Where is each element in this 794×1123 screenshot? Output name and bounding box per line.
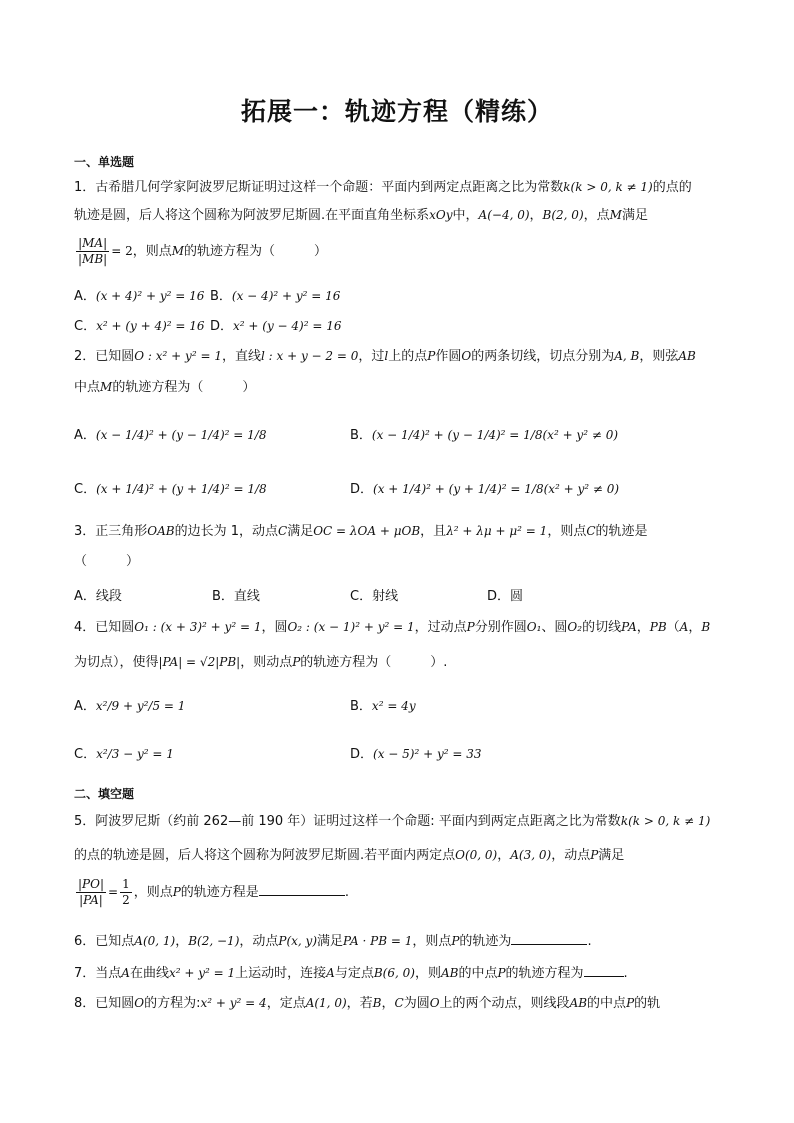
q2-line1: 2．已知圆O : x² + y² = 1，直线l : x + y − 2 = 0，过l上的点P作圆O的两条切线，切点分别为A, B，则弦AB <box>74 349 696 364</box>
q1-option-d[interactable]: D．x² + (y − 4)² = 16 <box>210 319 342 334</box>
q5-answer-blank[interactable] <box>259 881 345 896</box>
q2-option-a[interactable]: A．(x − 1/4)² + (y − 1/4)² = 1/8 <box>74 428 267 443</box>
q2-option-d[interactable]: D．(x + 1/4)² + (y + 1/4)² = 1/8(x² + y² ≠ 0) <box>350 482 620 497</box>
q2-option-c[interactable]: C．(x + 1/4)² + (y + 1/4)² = 1/8 <box>74 482 267 497</box>
q6-answer-blank[interactable] <box>511 930 587 945</box>
q4-option-b[interactable]: B．x² = 4y <box>350 699 416 714</box>
section-single-choice: 一、单选题 <box>74 155 135 169</box>
q7-line: 7．当点A在曲线x² + y² = 1上运动时，连接A与定点B(6, 0)，则AB的中点P的轨迹方程为 . <box>74 962 724 983</box>
q3-option-a[interactable]: A．线段 <box>74 589 122 604</box>
page-title: 拓展一：轨迹方程（精练） <box>240 97 553 126</box>
q2-option-b[interactable]: B．(x − 1/4)² + (y − 1/4)² = 1/8(x² + y² ≠ 0) <box>350 428 619 443</box>
q3-option-c[interactable]: C．射线 <box>350 589 399 604</box>
q5-line2: 的点的轨迹是圆，后人将这个圆称为阿波罗尼斯圆.若平面内两定点O(0, 0)，A(3, 0)，动点P满足 <box>74 848 625 863</box>
q5-fraction: $\frac{|PO|}{|PA|}$ <box>78 877 104 907</box>
q4-option-c[interactable]: C．x²/3 − y² = 1 <box>74 747 174 762</box>
q1-line1: 1．古希腊几何学家阿波罗尼斯证明过这样一个命题：平面内到两定点距离之比为常数k(k > 0, k ≠ 1)的点的 <box>74 180 692 195</box>
q1-fraction: $\frac{|MA|}{|MB|}$ <box>78 236 108 266</box>
q3-option-b[interactable]: B．直线 <box>212 589 260 604</box>
q1-option-b[interactable]: B．(x − 4)² + y² = 16 <box>210 289 341 304</box>
q1-line3: $\frac{|MA|}{|MB|}$ = 2，则点M的轨迹方程为（ ） <box>78 236 328 266</box>
q1-option-c[interactable]: C．x² + (y + 4)² = 16 <box>74 319 205 334</box>
q1-option-a[interactable]: A．(x + 4)² + y² = 16 <box>74 289 205 304</box>
q4-line1: 4．已知圆O₁ : (x + 3)² + y² = 1，圆O₂ : (x − 1)² + y² = 1，过动点P分别作圆O₁、圆O₂的切线PA，PB（A，B <box>74 620 711 635</box>
section-fill-blank: 二、填空题 <box>74 787 135 801</box>
q3-option-d[interactable]: D．圆 <box>487 589 524 604</box>
q3-line1: 3．正三角形OAB的边长为 1，动点C满足OC = λOA + μOB，且λ² + λμ + μ² = 1，则点C的轨迹是 <box>74 524 648 539</box>
q4-line2: 为切点），使得|PA| = √2|PB|，则动点P的轨迹方程为（ ）. <box>74 655 448 670</box>
q6-line: 6．已知点A(0, 1)，B(2, −1)，动点P(x, y)满足PA · PB = 1，则点P的轨迹为 . <box>74 930 724 951</box>
q4-option-d[interactable]: D．(x − 5)² + y² = 33 <box>350 747 482 762</box>
q5-line3: $\frac{|PO|}{|PA|}$ = $\frac{1}{2}$ ，则点P的轨迹方程是 . <box>78 877 349 907</box>
q7-answer-blank[interactable] <box>584 962 624 977</box>
q3-line2: （ ） <box>74 554 140 569</box>
q5-fraction-half: $\frac{1}{2}$ <box>122 877 130 907</box>
q4-option-a[interactable]: A．x²/9 + y²/5 = 1 <box>74 699 186 714</box>
q5-line1: 5．阿波罗尼斯（约前 262—前 190 年）证明过这样一个命题: 平面内到两定点距离之比为常数k(k > 0, k ≠ 1) <box>74 814 711 829</box>
q2-line2: 中点M的轨迹方程为（ ） <box>74 380 256 395</box>
q8-line: 8．已知圆O的方程为:x² + y² = 4，定点A(1, 0)，若B，C为圆O上的两个动点，则线段AB的中点P的轨 <box>74 996 661 1011</box>
q1-line2: 轨迹是圆，后人将这个圆称为阿波罗尼斯圆.在平面直角坐标系xOy中，A(−4, 0)，B(2, 0)，点M满足 <box>74 208 648 223</box>
